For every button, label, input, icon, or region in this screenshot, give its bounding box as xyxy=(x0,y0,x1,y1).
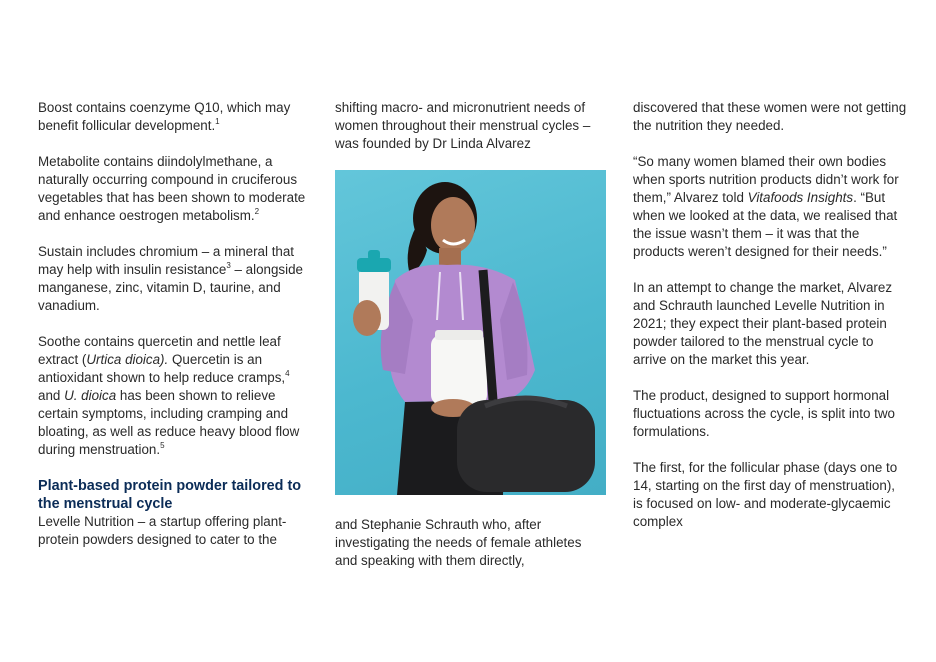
column-left xyxy=(38,99,313,549)
paragraph-soothe: Soothe contains quercetin and nettle leaf extract (Urtica dioica). Quercetin is an antioxidant shown to help reduce cramps,$^4$ and U. dioica has been shown to relieve certain symptoms, including cramping and bloating, as well as reduce heavy blood flow during menstruation.$^5$ xyxy=(38,334,300,457)
paragraph-product: The product, designed to support hormonal fluctuations across the cycle, is split into two formulations. xyxy=(633,388,895,439)
paragraph-launch: In an attempt to change the market, Alvarez and Schrauth launched Levelle Nutrition in 2021; they expect their plant-based protein powder tailored to the menstrual cycle to arrive on the market this year. xyxy=(633,280,893,367)
column-right xyxy=(633,99,908,531)
paragraph-follicular: The first, for the follicular phase (days one to 14, starting on the first day of menstruation), is focused on low- and moderate-glycaemic complex xyxy=(633,460,898,529)
paragraph-metabolite: Metabolite contains diindolylmethane, a naturally occurring compound in cruciferous vegetables that has been shown to moderate and enhance oestrogen metabolism.$^2$ xyxy=(38,154,306,223)
paragraph-sustain: Sustain includes chromium – a mineral that may help with insulin resistance$^3$ – alongside manganese, zinc, vitamin D, taurine, and vanadium. xyxy=(38,244,303,313)
paragraph-levelle-intro: Levelle Nutrition – a startup offering plant-protein powders designed to cater to the xyxy=(38,514,287,547)
paragraph-quote: “So many women blamed their own bodies when sports nutrition products didn’t work for them,” Alvarez told Vitafoods Insights. “But when we looked at the data, we realised that the issue wasn’t them – it was that the products weren’t designed for their needs.” xyxy=(633,154,899,259)
paragraph-discovered: discovered that these women were not getting the nutrition they needed. xyxy=(633,100,907,133)
section-heading: Plant-based protein powder tailored to the menstrual cycle xyxy=(38,478,302,512)
column-middle-bottom xyxy=(335,516,607,570)
woman-with-shaker-and-gym-bag-photo xyxy=(335,170,606,495)
paragraph-stephanie: and Stephanie Schrauth who, after investigating the needs of female athletes and speaking with them directly, xyxy=(335,517,582,568)
paragraph-founders: shifting macro- and micronutrient needs of women throughout their menstrual cycles – was founded by Dr Linda Alvarez xyxy=(335,100,591,151)
column-middle-top xyxy=(335,99,607,153)
paragraph-boost: Boost contains coenzyme Q10, which may benefit follicular development.$^1$ xyxy=(38,100,291,133)
